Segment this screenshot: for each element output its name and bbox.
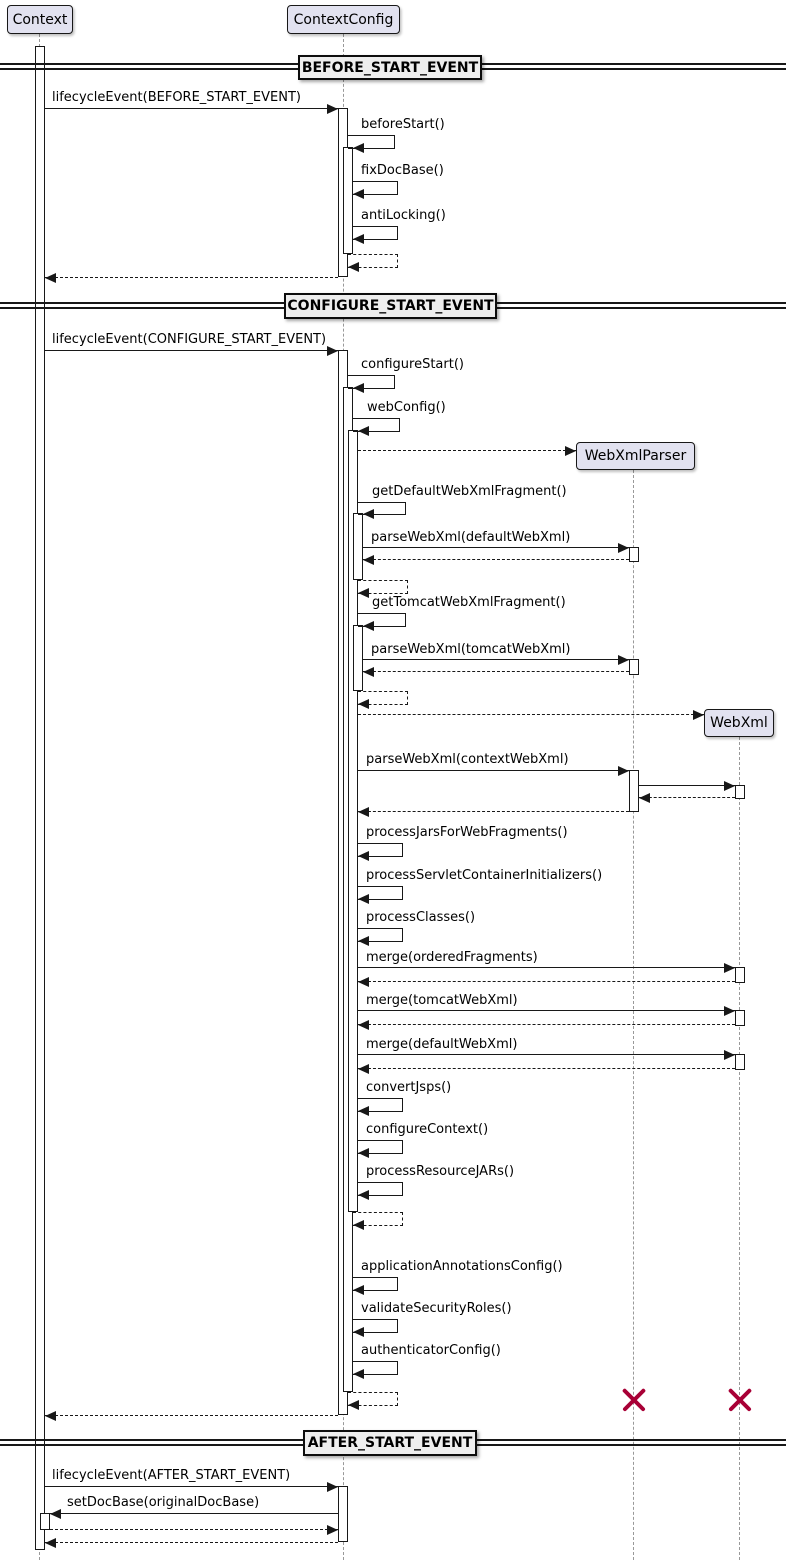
divider-before-start-event [298,55,482,80]
label-process-sci: processServletContainerInitializers() [366,868,603,883]
arrowhead-create-webxml [693,710,704,720]
label-merge-ordered: merge(orderedFragments) [366,950,538,965]
arrowhead-set-doc-base [50,1509,61,1519]
arrowhead-return-before-start [348,262,359,272]
activation-cc-getdefaultfragment [353,513,363,580]
return-lifecycle-after [45,1542,338,1543]
activation-cc-after [338,1486,348,1542]
arrowhead-parse-default [618,543,629,553]
label-lifecycle-before: lifecycleEvent(BEFORE_START_EVENT) [52,90,301,105]
return-parse-context [358,811,629,812]
arrow-parse-default [363,547,629,548]
activation-wxp-parsedefault [629,547,639,562]
arrow-set-doc-base [50,1513,338,1514]
arrowhead-return-merge-tomcat [358,1020,369,1030]
arrowhead-validate-security-roles [353,1327,364,1337]
activation-wxp-parsecontext [629,770,639,812]
label-anti-locking: antiLocking() [361,208,446,223]
arrowhead-fix-doc-base [353,189,364,199]
arrowhead-anti-locking [353,234,364,244]
arrow-wxp-to-webxml [639,785,735,786]
arrowhead-process-classes [358,936,369,946]
activation-wx-mergeordered [735,967,745,983]
arrowhead-merge-ordered [724,963,735,973]
label-parse-tomcat: parseWebXml(tomcatWebXml) [371,642,571,657]
participant-webxml-label: WebXml [710,715,768,731]
arrowhead-return-parse-tomcat [363,667,374,677]
participant-webxmlparser [576,442,695,470]
label-parse-default: parseWebXml(defaultWebXml) [371,530,571,545]
return-lifecycle-before [45,277,338,278]
label-authenticator-config: authenticatorConfig() [361,1343,501,1358]
return-set-doc-base [50,1529,338,1530]
arrowhead-return-lifecycle-before [45,273,56,283]
activation-context-setdocbase [40,1513,50,1530]
label-process-classes: processClasses() [366,910,476,925]
arrowhead-convert-jsps [358,1106,369,1116]
return-parse-tomcat [363,671,629,672]
label-validate-security-roles: validateSecurityRoles() [361,1301,512,1316]
participant-context-label: Context [12,11,68,28]
arrowhead-lifecycle-configure [327,346,338,356]
label-before-start: beforeStart() [361,117,445,132]
arrowhead-return-webxml-to-wxp [639,793,650,803]
arrowhead-parse-context [618,766,629,776]
return-lifecycle-configure [45,1415,338,1416]
arrowhead-return-get-tomcat-fragment [358,699,369,709]
label-lifecycle-after: lifecycleEvent(AFTER_START_EVENT) [52,1468,291,1483]
arrow-merge-default [358,1054,735,1055]
label-convert-jsps: convertJsps() [366,1080,452,1095]
arrowhead-return-configure-start [348,1400,359,1410]
create-arrow-webxml [358,714,704,715]
activation-wx-mergetomcat [735,1010,745,1026]
label-merge-default: merge(defaultWebXml) [366,1037,518,1052]
arrow-lifecycle-after [45,1486,338,1487]
arrowhead-merge-default [724,1050,735,1060]
participant-webxmlparser-label: WebXmlParser [584,448,687,464]
label-web-config: webConfig() [367,400,446,415]
activation-context-main [35,46,45,1550]
arrowhead-process-sci [358,894,369,904]
participant-contextconfig-label: ContextConfig [293,11,394,28]
label-configure-context: configureContext() [366,1122,489,1137]
destroy-x-webxml [728,1388,752,1412]
return-merge-ordered [358,981,735,982]
label-application-annotations-config: applicationAnnotationsConfig() [361,1259,563,1274]
arrowhead-return-set-doc-base [327,1525,338,1535]
divider-before-label: BEFORE_START_EVENT [301,59,479,76]
label-lifecycle-configure: lifecycleEvent(CONFIGURE_START_EVENT) [52,332,327,347]
arrowhead-lifecycle-after [327,1482,338,1492]
label-set-doc-base: setDocBase(originalDocBase) [67,1495,260,1510]
arrowhead-wxp-to-webxml [724,781,735,791]
return-parse-default [363,559,629,560]
activation-wx-parsecontext [735,785,745,799]
arrowhead-configure-start [353,383,364,393]
divider-configure-label: CONFIGURE_START_EVENT [287,298,494,314]
arrowhead-process-resource-jars [358,1190,369,1200]
label-process-resource-jars: processResourceJARs() [366,1164,515,1179]
activation-wx-mergedefault [735,1054,745,1070]
arrow-lifecycle-configure [45,350,338,351]
arrowhead-application-annotations-config [353,1285,364,1295]
divider-configure-start-event [284,293,497,319]
return-merge-default [358,1068,735,1069]
arrow-parse-context [358,770,629,771]
label-configure-start: configureStart() [361,357,464,372]
label-get-default-fragment: getDefaultWebXmlFragment() [372,484,567,499]
arrowhead-merge-tomcat [724,1006,735,1016]
arrowhead-lifecycle-before [327,104,338,114]
arrowhead-return-merge-ordered [358,977,369,987]
divider-after-start-event [303,1430,477,1456]
label-fix-doc-base: fixDocBase() [361,163,444,178]
participant-webxml [704,709,774,737]
arrowhead-return-web-config [353,1220,364,1230]
arrow-lifecycle-before [45,108,338,109]
lifeline-webxml [739,737,740,1560]
arrowhead-process-jars [358,851,369,861]
activation-cc-before-2 [343,147,353,254]
arrowhead-parse-tomcat [618,655,629,665]
arrowhead-web-config [358,426,369,436]
arrowhead-return-lifecycle-after [45,1538,56,1548]
divider-after-label: AFTER_START_EVENT [307,1435,473,1451]
arrowhead-return-get-default-fragment [358,588,369,598]
arrow-merge-tomcat [358,1010,735,1011]
arrowhead-return-merge-default [358,1064,369,1074]
destroy-x-webxmlparser [622,1388,646,1412]
arrowhead-return-parse-default [363,555,374,565]
arrowhead-before-start [353,143,364,153]
arrowhead-create-webxmlparser [565,446,576,456]
activation-wxp-parsetomcat [629,659,639,675]
return-merge-tomcat [358,1024,735,1025]
arrowhead-authenticator-config [353,1369,364,1379]
label-parse-context: parseWebXml(contextWebXml) [366,752,569,767]
arrowhead-configure-context [358,1148,369,1158]
arrowhead-return-parse-context [358,807,369,817]
label-merge-tomcat: merge(tomcatWebXml) [366,993,518,1008]
activation-cc-gettomcatfragment [353,625,363,691]
arrow-parse-tomcat [363,659,629,660]
label-get-tomcat-fragment: getTomcatWebXmlFragment() [372,595,566,610]
label-process-jars: processJarsForWebFragments() [366,825,568,840]
participant-contextconfig [287,5,400,34]
arrowhead-return-lifecycle-configure [45,1411,56,1421]
create-arrow-webxmlparser [358,450,576,451]
arrowhead-get-default-fragment [363,509,374,519]
participant-context [7,5,73,34]
return-webxml-to-wxp [639,797,735,798]
arrow-merge-ordered [358,967,735,968]
arrowhead-get-tomcat-fragment [363,621,374,631]
